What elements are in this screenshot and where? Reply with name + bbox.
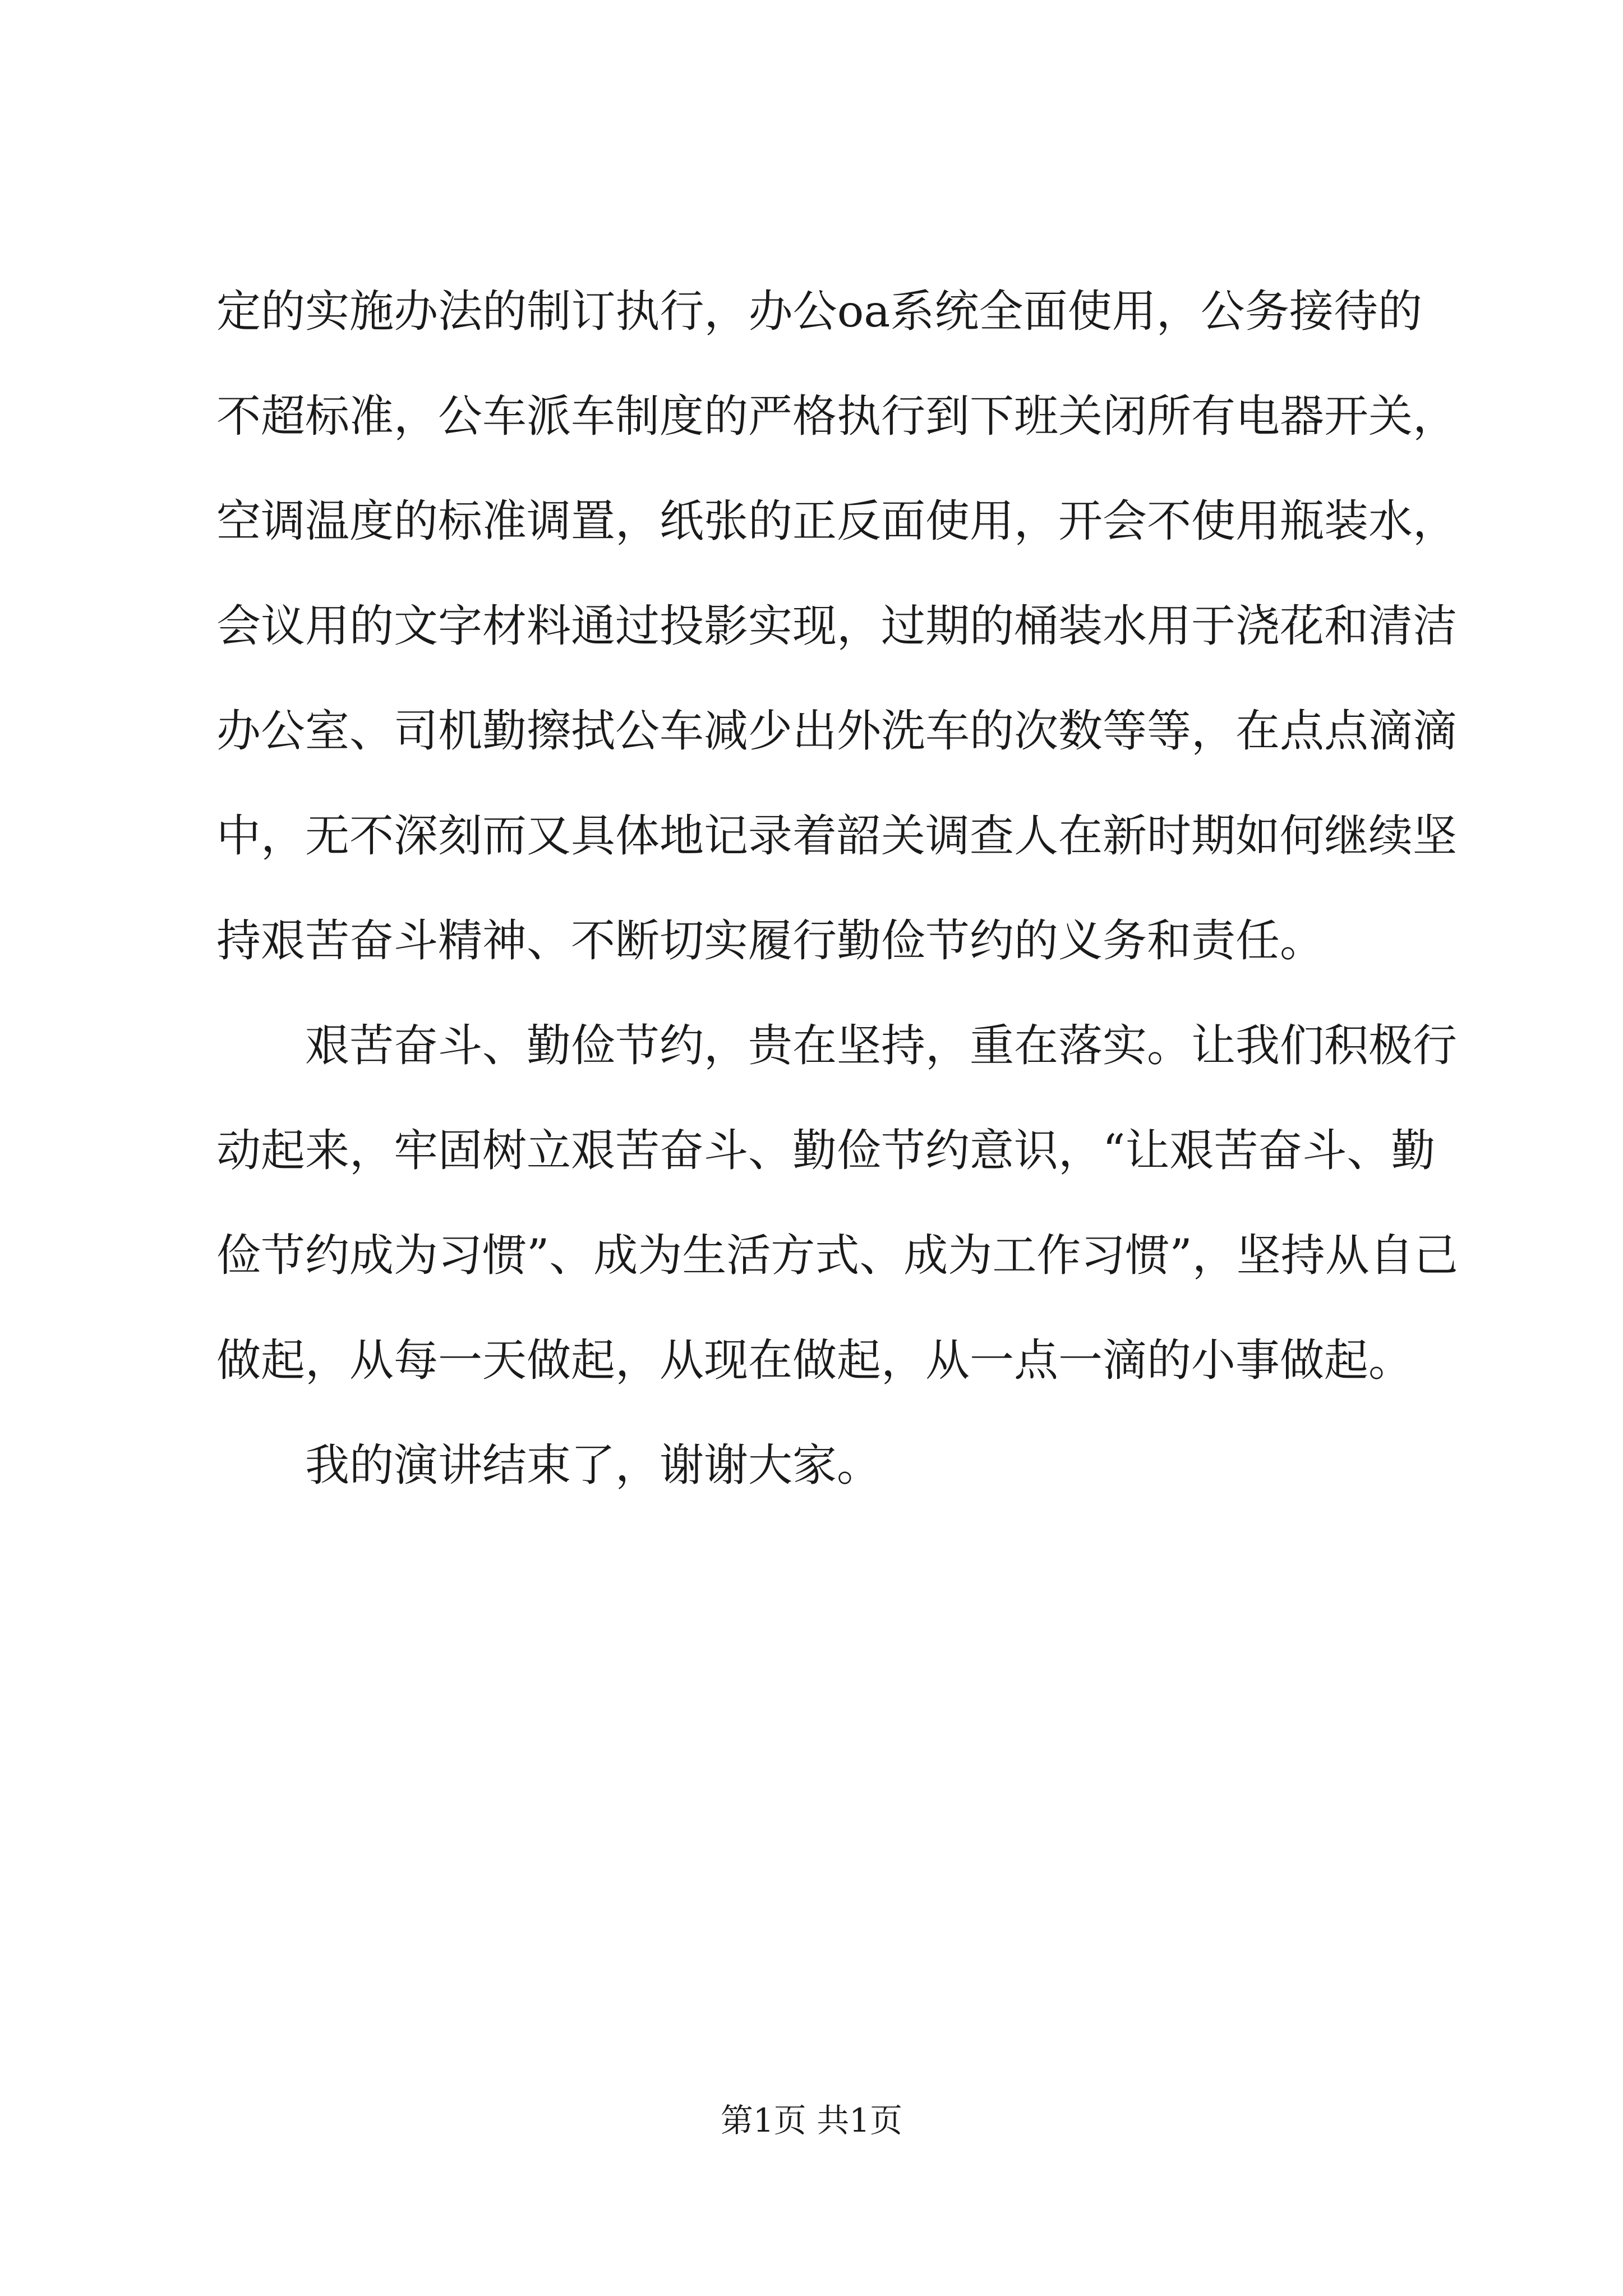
text-line: 会议用的文字材料通过投影实现，过期的桶装水用于浇花和清洁 — [216, 600, 1457, 652]
text-line: 动起来，牢固树立艰苦奋斗、勤俭节约意识，“让艰苦奋斗、勤 — [216, 1125, 1436, 1176]
text-line: 空调温度的标准调置，纸张的正反面使用，开会不使用瓶装水， — [216, 495, 1457, 547]
text-line: 定的实施办法的制订执行，办公oa系统全面使用，公务接待的 — [216, 286, 1422, 337]
text-line: 艰苦奋斗、勤俭节约，贵在坚持，重在落实。让我们积极行 — [305, 1020, 1457, 1071]
text-line: 办公室、司机勤擦拭公车减少出外洗车的次数等等，在点点滴滴 — [216, 705, 1457, 757]
text-line: 俭节约成为习惯”、成为生活方式、成为工作习惯”，坚持从自己 — [216, 1230, 1458, 1281]
text-line: 中，无不深刻而又具体地记录着韶关调查人在新时期如何继续坚 — [216, 810, 1457, 862]
page-number-footer: 第1页 共1页 — [720, 2101, 903, 2139]
paragraph-3 — [216, 1413, 1422, 1518]
document-body — [216, 259, 1458, 1518]
text-line: 不超标准，公车派车制度的严格执行到下班关闭所有电器开关， — [216, 390, 1457, 442]
paragraph-1 — [216, 259, 1457, 993]
text-line: 我的演讲结束了，谢谢大家。 — [305, 1439, 881, 1491]
text-line: 做起，从每一天做起，从现在做起，从一点一滴的小事做起。 — [216, 1335, 1413, 1386]
text-line: 持艰苦奋斗精神、不断切实履行勤俭节约的义务和责任。 — [216, 915, 1324, 967]
paragraph-2 — [216, 993, 1458, 1413]
